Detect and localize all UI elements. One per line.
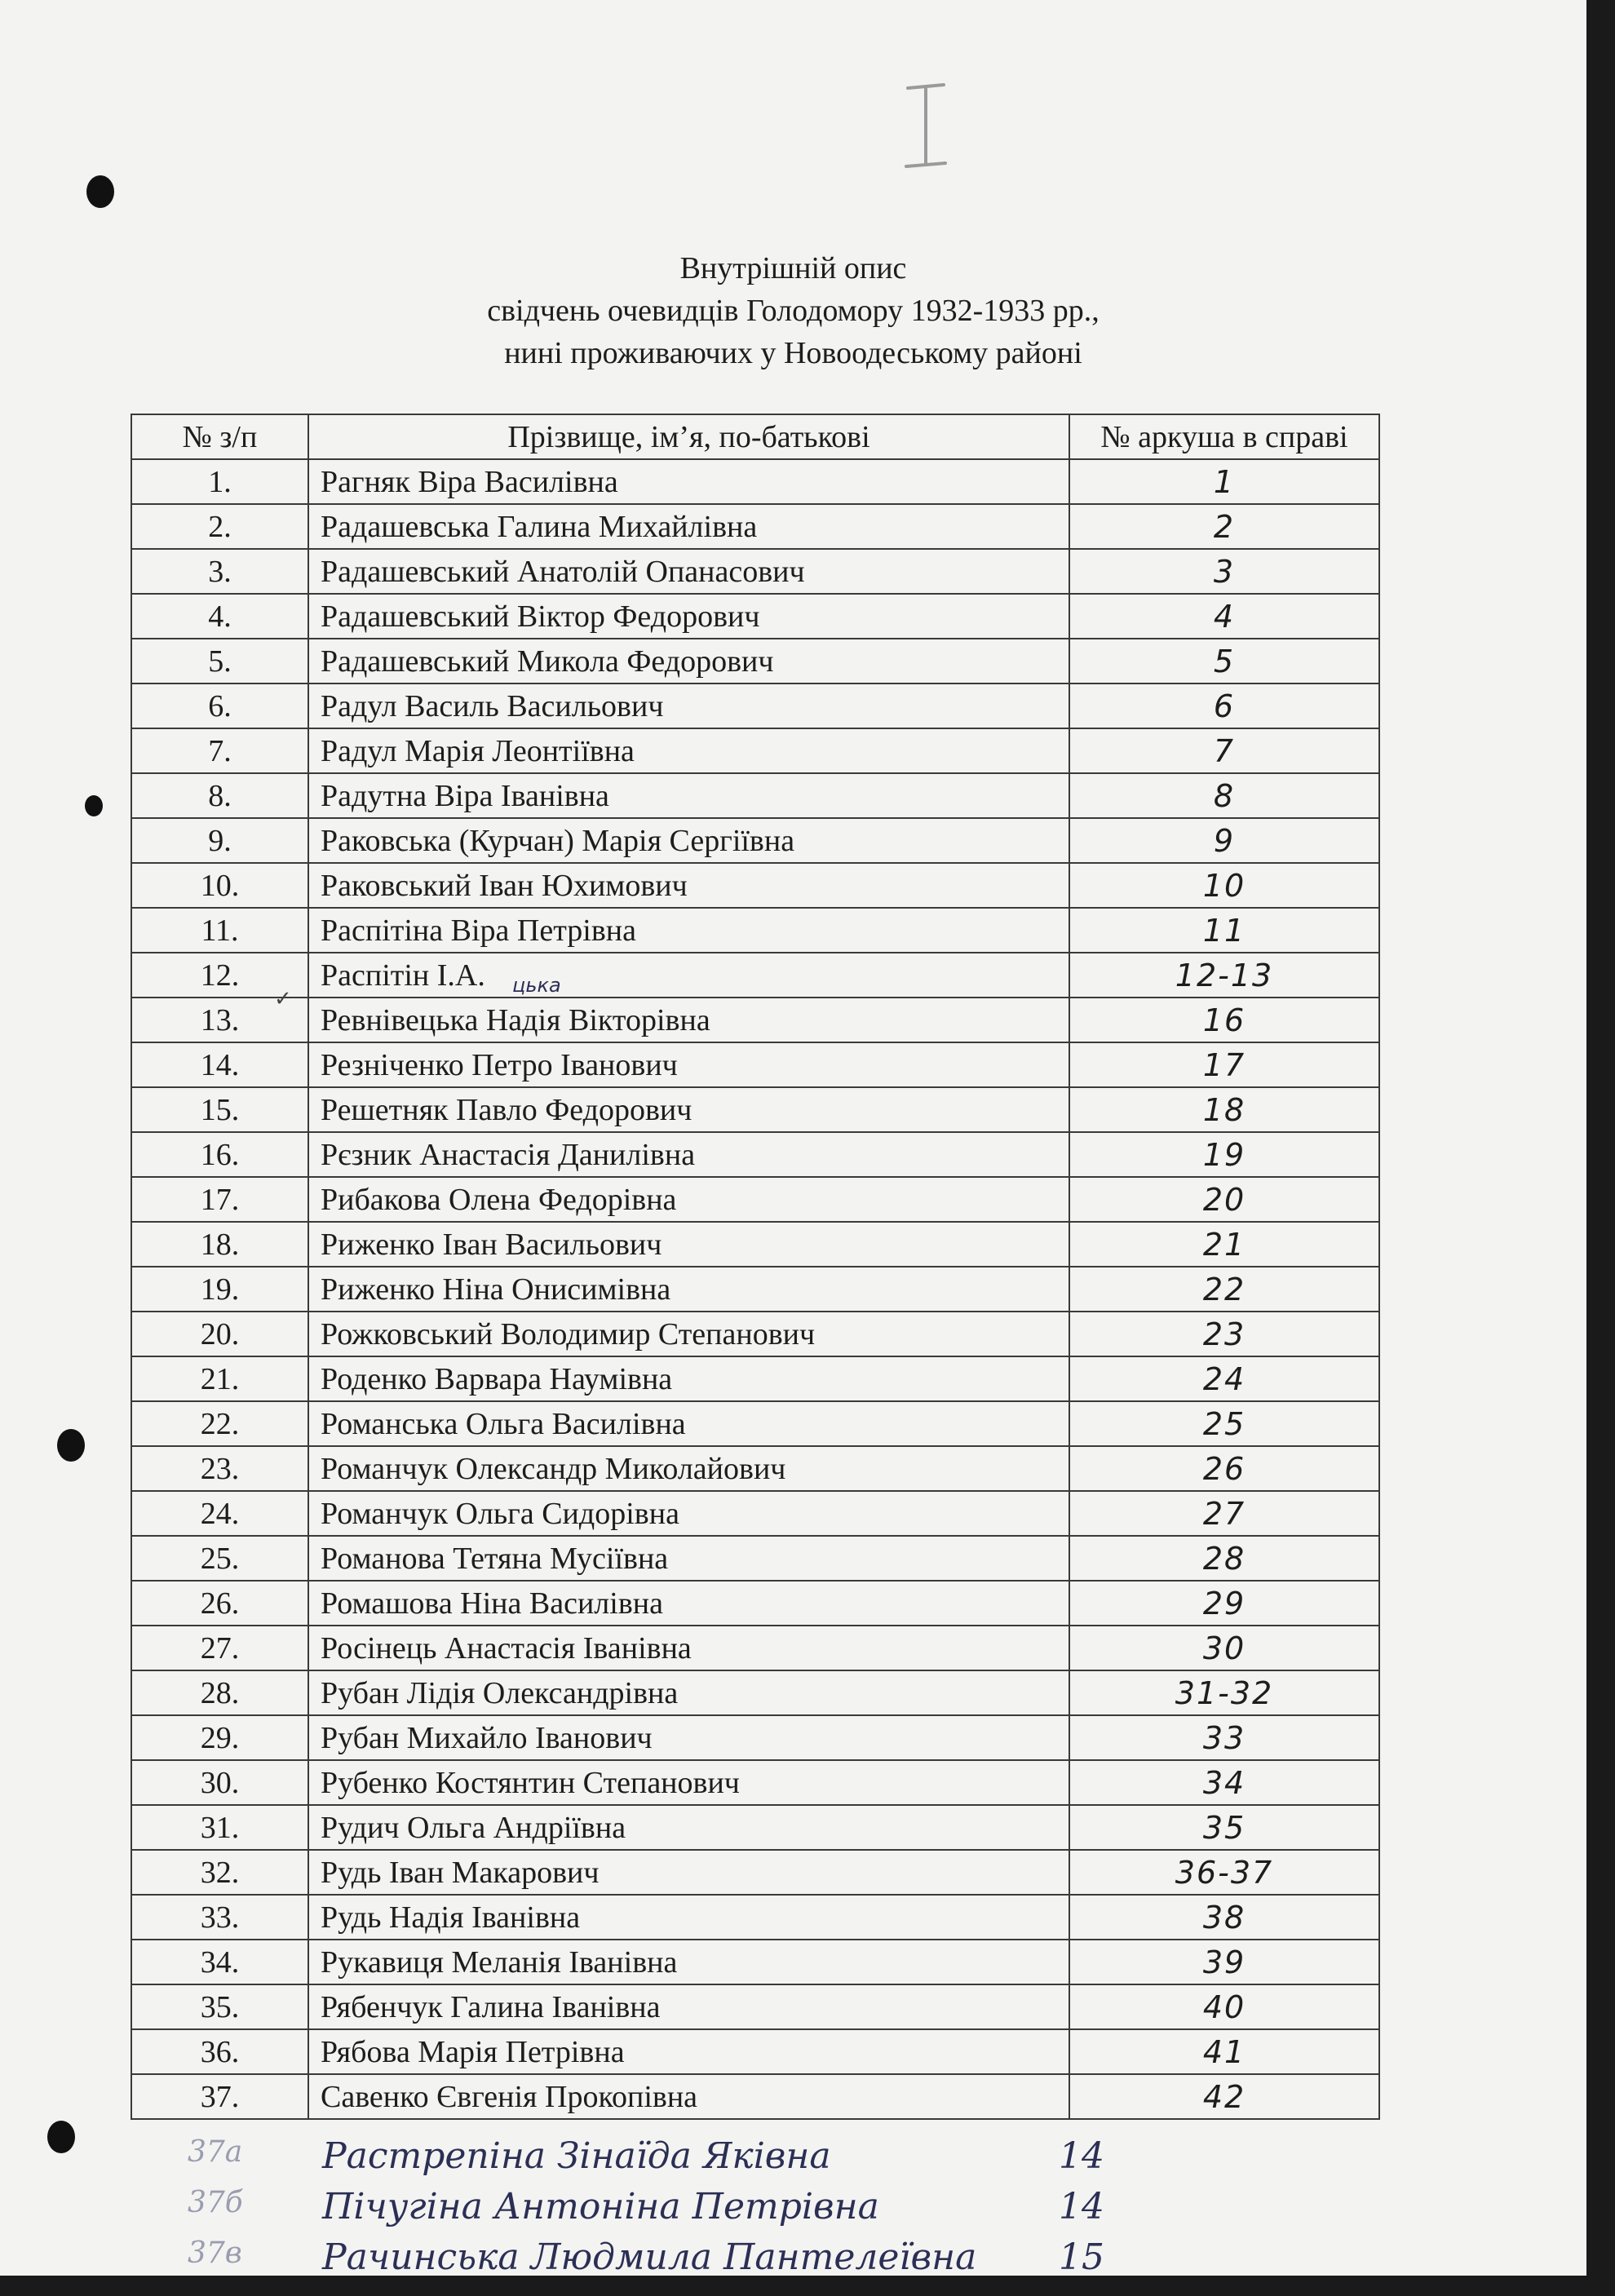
table-row: [131, 1491, 1379, 1536]
check-mark: ✓: [274, 987, 292, 1011]
row-number: 26.: [131, 1581, 308, 1626]
row-sheet: 38: [1069, 1895, 1379, 1940]
row-sheet: 7: [1069, 728, 1379, 773]
row-number: 22.: [131, 1401, 308, 1446]
row-sheet: 18: [1069, 1087, 1379, 1132]
row-sheet: 35: [1069, 1805, 1379, 1850]
row-sheet: 42: [1069, 2074, 1379, 2119]
table-row: [131, 773, 1379, 818]
row-name: Рудь Надія Іванівна: [308, 1895, 1069, 1940]
row-name: Рибакова Олена Федорівна: [308, 1177, 1069, 1222]
row-name: Распітін І.А.: [308, 953, 1069, 998]
row-sheet: 10: [1069, 863, 1379, 908]
row-number: 20.: [131, 1312, 308, 1356]
table-row: [131, 1581, 1379, 1626]
row-number: 36.: [131, 2029, 308, 2074]
header-number: № з/п: [131, 414, 308, 459]
row-name: Романчук Олександр Миколайович: [308, 1446, 1069, 1491]
row-name: Распітіна Віра Петрівна: [308, 908, 1069, 953]
table-row: [131, 908, 1379, 953]
table-row: [131, 639, 1379, 683]
row-name: Рубенко Костянтин Степанович: [308, 1760, 1069, 1805]
row-name: Рукавиця Меланія Іванівна: [308, 1940, 1069, 1984]
row-sheet: 36-37: [1069, 1850, 1379, 1895]
row-name: Романчук Ольга Сидорівна: [308, 1491, 1069, 1536]
row-number: 27.: [131, 1626, 308, 1670]
row-name: Рожковський Володимир Степанович: [308, 1312, 1069, 1356]
row-number: 8.: [131, 773, 308, 818]
header-name: Прізвище, ім’я, по-батькові: [308, 414, 1069, 459]
row-number: 32.: [131, 1850, 308, 1895]
row-sheet: 26: [1069, 1446, 1379, 1491]
row-sheet: 3: [1069, 549, 1379, 594]
punch-hole: [47, 2121, 75, 2153]
row-number: 24.: [131, 1491, 308, 1536]
header-sheet: № аркуша в справі: [1069, 414, 1379, 459]
row-number: 1.: [131, 459, 308, 504]
handwritten-sheet: 14: [1059, 2135, 1104, 2177]
row-sheet: 5: [1069, 639, 1379, 683]
row-name: Романова Тетяна Мусіївна: [308, 1536, 1069, 1581]
handwritten-number: 37а: [188, 2135, 243, 2169]
row-sheet: 4: [1069, 594, 1379, 639]
punch-hole: [86, 175, 114, 208]
table-row: [131, 1626, 1379, 1670]
row-sheet: 23: [1069, 1312, 1379, 1356]
row-sheet: 9: [1069, 818, 1379, 863]
row-sheet: 8: [1069, 773, 1379, 818]
row-sheet: 25: [1069, 1401, 1379, 1446]
row-number: 19.: [131, 1267, 308, 1312]
row-sheet: 39: [1069, 1940, 1379, 1984]
table-row: [131, 1760, 1379, 1805]
row-number: 13.: [131, 998, 308, 1042]
row-sheet: 30: [1069, 1626, 1379, 1670]
table-row: [131, 594, 1379, 639]
table-row: [131, 1267, 1379, 1312]
row-name: Риженко Іван Васильович: [308, 1222, 1069, 1267]
table-row: [131, 998, 1379, 1042]
row-sheet: 1: [1069, 459, 1379, 504]
table-row: [131, 1222, 1379, 1267]
row-number: 25.: [131, 1536, 308, 1581]
table-row: [131, 2074, 1379, 2119]
row-number: 23.: [131, 1446, 308, 1491]
row-name: Ревнівецька Надія Вікторівна: [308, 998, 1069, 1042]
row-name: Рудич Ольга Андріївна: [308, 1805, 1069, 1850]
handwritten-number: 37б: [188, 2186, 243, 2219]
title-line-3: нині проживаючих у Новоодеському районі: [504, 336, 1082, 370]
table-row: [131, 1042, 1379, 1087]
row-sheet: 27: [1069, 1491, 1379, 1536]
row-sheet: 11: [1069, 908, 1379, 953]
row-sheet: 41: [1069, 2029, 1379, 2074]
row-sheet: 29: [1069, 1581, 1379, 1626]
table-row: [131, 953, 1379, 998]
inventory-table: [131, 414, 1380, 2120]
row-number: 34.: [131, 1940, 308, 1984]
handwritten-sheet: 15: [1059, 2236, 1104, 2278]
table-row: [131, 1132, 1379, 1177]
row-name: Решетняк Павло Федорович: [308, 1087, 1069, 1132]
table-row: [131, 818, 1379, 863]
table-row: [131, 1356, 1379, 1401]
title-line-2: свідчень очевидців Голодомору 1932-1933 рр.,: [487, 294, 1100, 328]
row-number: 31.: [131, 1805, 308, 1850]
row-number: 37.: [131, 2074, 308, 2119]
table-row: [131, 863, 1379, 908]
row-name: Рудь Іван Макарович: [308, 1850, 1069, 1895]
row-number: 10.: [131, 863, 308, 908]
row-sheet: 2: [1069, 504, 1379, 549]
row-name: Раковський Іван Юхимович: [308, 863, 1069, 908]
row-name: Савенко Євгенія Прокопівна: [308, 2074, 1069, 2119]
row-sheet: 16: [1069, 998, 1379, 1042]
row-sheet: 24: [1069, 1356, 1379, 1401]
title-line-1: Внутрішній опис: [679, 251, 907, 285]
row-name: Рябова Марія Петрівна: [308, 2029, 1069, 2074]
row-number: 17.: [131, 1177, 308, 1222]
row-name: Радашевський Микола Федорович: [308, 639, 1069, 683]
row-sheet: 28: [1069, 1536, 1379, 1581]
row-name: Радул Марія Леонтіївна: [308, 728, 1069, 773]
row-name: Радашевський Анатолій Опанасович: [308, 549, 1069, 594]
row-number: 28.: [131, 1670, 308, 1715]
row-name: Рябенчук Галина Іванівна: [308, 1984, 1069, 2029]
table-row: [131, 1670, 1379, 1715]
row-name: Раковська (Курчан) Марія Сергіївна: [308, 818, 1069, 863]
row-number: 3.: [131, 549, 308, 594]
row-name: Роденко Варвара Наумівна: [308, 1356, 1069, 1401]
row-name: Резніченко Петро Іванович: [308, 1042, 1069, 1087]
table-row: [131, 1446, 1379, 1491]
handwritten-sheet: 14: [1059, 2186, 1104, 2227]
row-number: 15.: [131, 1087, 308, 1132]
table-row: [131, 1312, 1379, 1356]
table-row: [131, 1850, 1379, 1895]
row-name: Рєзник Анастасія Данилівна: [308, 1132, 1069, 1177]
table-row: [131, 1715, 1379, 1760]
table-row: [131, 1940, 1379, 1984]
table-row: [131, 2029, 1379, 2074]
row-number: 29.: [131, 1715, 308, 1760]
row-name: Риженко Ніна Онисимівна: [308, 1267, 1069, 1312]
row-sheet: 31-32: [1069, 1670, 1379, 1715]
handwritten-name: Рачинська Людмила Пантелеївна: [322, 2236, 977, 2278]
table-row: [131, 1895, 1379, 1940]
row-sheet: 21: [1069, 1222, 1379, 1267]
row-name: Радул Василь Васильович: [308, 683, 1069, 728]
row-sheet: 34: [1069, 1760, 1379, 1805]
row-sheet: 17: [1069, 1042, 1379, 1087]
handwritten-name: Растрепіна Зінаїда Яківна: [322, 2135, 831, 2177]
table-row: [131, 1401, 1379, 1446]
row-13-correction-note: цька: [512, 974, 561, 997]
row-sheet: 12-13: [1069, 953, 1379, 998]
row-name: Рубан Михайло Іванович: [308, 1715, 1069, 1760]
table-row: [131, 1536, 1379, 1581]
row-name: Романська Ольга Василівна: [308, 1401, 1069, 1446]
row-sheet: 40: [1069, 1984, 1379, 2029]
row-name: Радутна Віра Іванівна: [308, 773, 1069, 818]
table-header-row: [131, 414, 1379, 459]
table-row: [131, 1087, 1379, 1132]
row-sheet: 19: [1069, 1132, 1379, 1177]
row-name: Ромашова Ніна Василівна: [308, 1581, 1069, 1626]
row-number: 4.: [131, 594, 308, 639]
row-name: Рагняк Віра Василівна: [308, 459, 1069, 504]
punch-hole: [57, 1429, 85, 1462]
scan-edge: [1586, 0, 1615, 2296]
row-number: 7.: [131, 728, 308, 773]
row-number: 30.: [131, 1760, 308, 1805]
punch-hole: [85, 795, 103, 816]
row-number: 35.: [131, 1984, 308, 2029]
row-number: 14.: [131, 1042, 308, 1087]
row-number: 2.: [131, 504, 308, 549]
row-sheet: 6: [1069, 683, 1379, 728]
handwritten-number: 37в: [188, 2236, 242, 2270]
row-number: 18.: [131, 1222, 308, 1267]
table-row: [131, 549, 1379, 594]
row-sheet: 33: [1069, 1715, 1379, 1760]
row-name: Радашевський Віктор Федорович: [308, 594, 1069, 639]
table-row: [131, 1805, 1379, 1850]
row-number: 16.: [131, 1132, 308, 1177]
row-number: 6.: [131, 683, 308, 728]
row-number: 9.: [131, 818, 308, 863]
handwritten-name: Пічугіна Антоніна Петрівна: [322, 2186, 879, 2227]
row-number: 11.: [131, 908, 308, 953]
table-row: [131, 1984, 1379, 2029]
row-sheet: 22: [1069, 1267, 1379, 1312]
row-number: 33.: [131, 1895, 308, 1940]
table-row: [131, 728, 1379, 773]
table-row: [131, 504, 1379, 549]
row-number: 5.: [131, 639, 308, 683]
row-name: Рубан Лідія Олександрівна: [308, 1670, 1069, 1715]
table-row: [131, 459, 1379, 504]
row-name: Росінець Анастасія Іванівна: [308, 1626, 1069, 1670]
row-sheet: 20: [1069, 1177, 1379, 1222]
table-row: [131, 1177, 1379, 1222]
row-number: 21.: [131, 1356, 308, 1401]
roman-numeral-mark: [901, 82, 950, 171]
row-number: 12.: [131, 953, 308, 998]
row-name: Радашевська Галина Михайлівна: [308, 504, 1069, 549]
table-row: [131, 683, 1379, 728]
